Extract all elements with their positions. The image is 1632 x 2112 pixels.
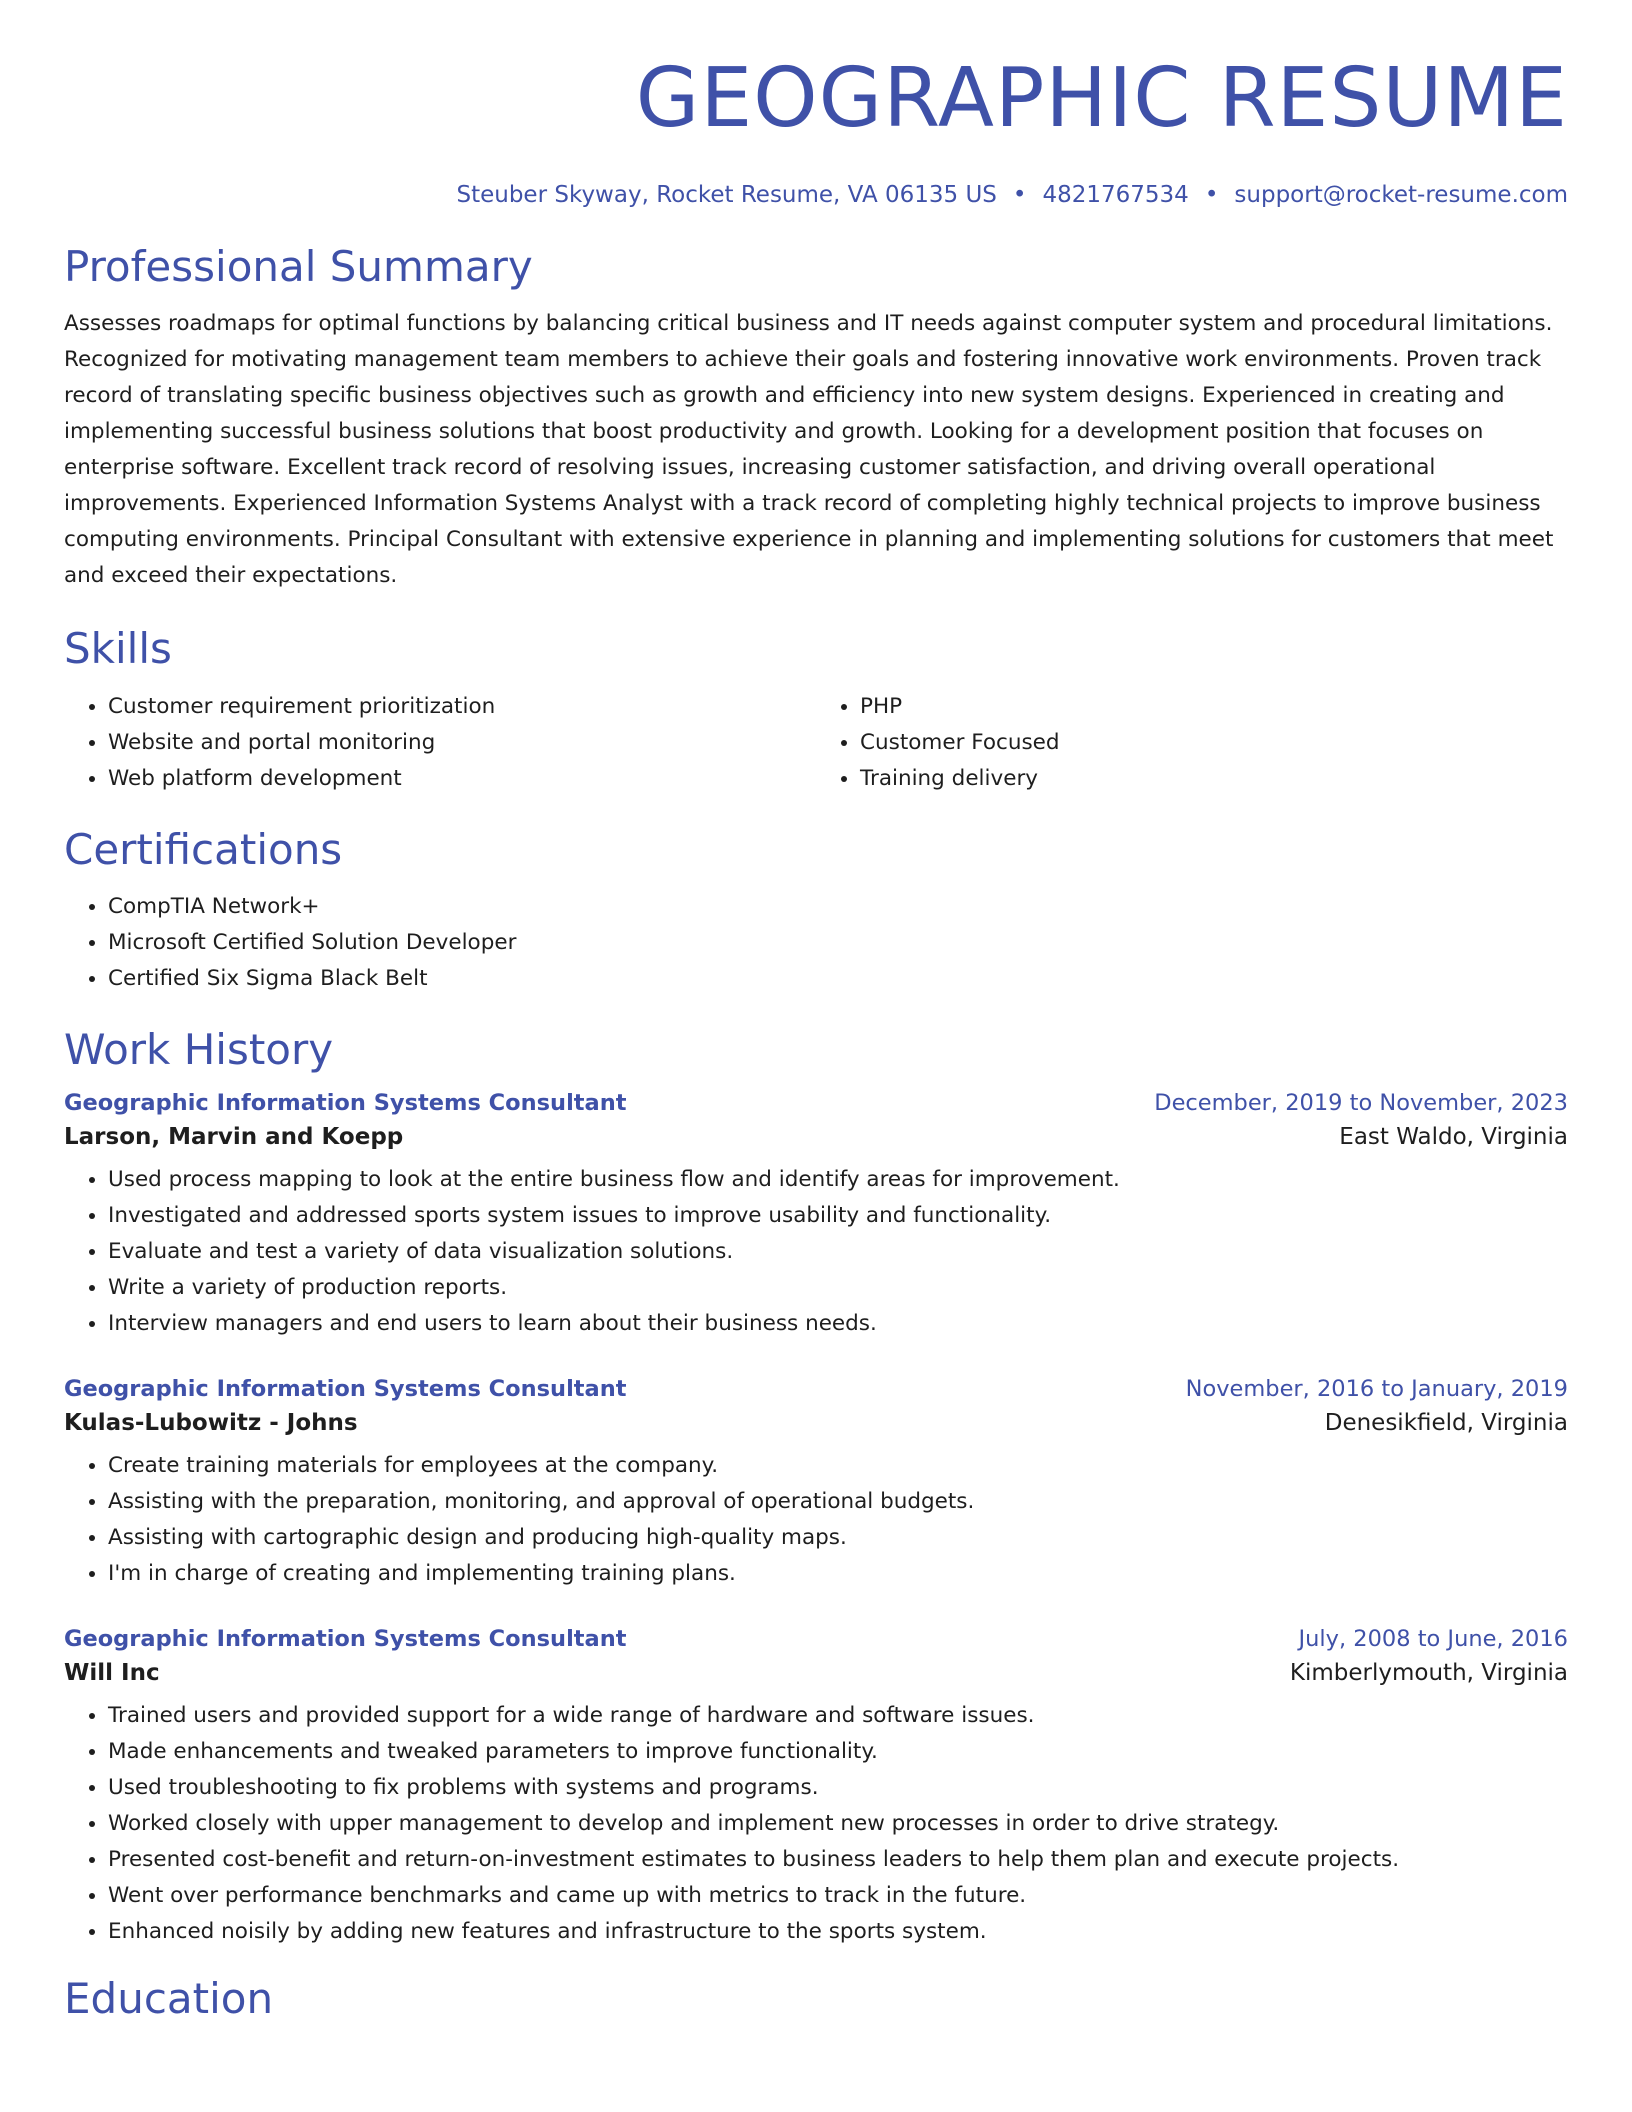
job-entry: [64, 1626, 1568, 1950]
contact-address: Steuber Skyway, Rocket Resume, VA 06135 US: [456, 182, 997, 208]
job-company-row: [64, 1124, 1568, 1150]
job-bullet: • Worked closely with upper management to develop and implement new processes in order to drive strategy.: [108, 1806, 1568, 1842]
certifications-list: [64, 889, 1568, 997]
skill-item: • PHP: [860, 689, 1568, 725]
resume-title: GEOGRAPHIC RESUME: [635, 51, 1568, 146]
job-bullet: • Used process mapping to look at the entire business flow and identify areas for improvement.: [108, 1162, 1568, 1198]
summary-heading: Professional Summary: [64, 242, 533, 291]
job-bullet: • Assisting with the preparation, monitoring, and approval of operational budgets.: [108, 1484, 1568, 1520]
job-dates: July, 2008 to June, 2016: [1298, 1625, 1568, 1652]
job-location: Kimberlymouth, Virginia: [1289, 1659, 1568, 1686]
certification-item: • Certified Six Sigma Black Belt: [108, 961, 1568, 997]
job-bullets: [64, 1698, 1568, 1950]
job-bullet: • Write a variety of production reports.: [108, 1270, 1568, 1306]
skills-column-right: [816, 689, 1568, 797]
contact-email: support@rocket-resume.com: [1234, 182, 1568, 208]
job-company: Larson, Marvin and Koepp: [64, 1123, 404, 1150]
certification-item: • Microsoft Certified Solution Developer: [108, 925, 1568, 961]
job-company-row: [64, 1410, 1568, 1436]
job-bullets: [64, 1448, 1568, 1592]
job-bullet: • Went over performance benchmarks and came up with metrics to track in the future.: [108, 1878, 1568, 1914]
job-entry: [64, 1376, 1568, 1592]
job-bullet: • Made enhancements and tweaked parameters to improve functionality.: [108, 1734, 1568, 1770]
contact-line: [64, 182, 1568, 208]
job-bullet: • Evaluate and test a variety of data visualization solutions.: [108, 1234, 1568, 1270]
job-bullet: • Trained users and provided support for a wide range of hardware and software issues.: [108, 1698, 1568, 1734]
job-title-row: [64, 1090, 1568, 1116]
job-location: Denesikfield, Virginia: [1324, 1409, 1568, 1436]
job-bullet: • Presented cost-benefit and return-on-investment estimates to business leaders to help them plan and execute projects.: [108, 1842, 1568, 1878]
job-dates: December, 2019 to November, 2023: [1154, 1089, 1568, 1116]
skills-heading: Skills: [64, 624, 172, 674]
job-company: Will Inc: [64, 1659, 160, 1686]
skill-item: • Customer requirement prioritization: [108, 689, 816, 725]
skill-item: • Website and portal monitoring: [108, 725, 816, 761]
job-dates: November, 2016 to January, 2019: [1185, 1375, 1568, 1402]
skills-list: [64, 689, 1568, 797]
job-bullet: • Used troubleshooting to fix problems with systems and programs.: [108, 1770, 1568, 1806]
job-bullet: • Create training materials for employees at the company.: [108, 1448, 1568, 1484]
job-bullet: • I'm in charge of creating and implementing training plans.: [108, 1556, 1568, 1592]
job-title-row: [64, 1626, 1568, 1652]
job-title: Geographic Information Systems Consultant: [64, 1375, 627, 1402]
job-title: Geographic Information Systems Consultant: [64, 1089, 627, 1116]
job-title-row: [64, 1376, 1568, 1402]
skills-column-left: [64, 689, 816, 797]
job-entry: [64, 1090, 1568, 1342]
job-bullet: • Assisting with cartographic design and producing high-quality maps.: [108, 1520, 1568, 1556]
certifications-heading: Certifications: [64, 824, 343, 874]
contact-phone: 4821767534: [1042, 182, 1189, 208]
job-location: East Waldo, Virginia: [1339, 1123, 1568, 1150]
contact-separator: •: [1204, 182, 1219, 208]
summary-text: Assesses roadmaps for optimal functions by balancing critical business and IT needs against computer system and procedural limitations. Recognized for motivating management team members to achieve their goals and fostering innovative work environments. Proven track record of translating specific business objectives such as growth and efficiency into new system designs. Experienced in creating and implementing successful business solutions that boost productivity and growth. Looking for a development position that focuses on enterprise software. Excellent track record of resolving issues, increasing customer satisfaction, and driving overall operational improvements. Experienced Information Systems Analyst with a track record of completing highly technical projects to improve business computing environments. Principal Consultant with extensive experience in planning and implementing solutions for customers that meet and exceed their expectations.: [64, 311, 1554, 589]
skill-item: • Web platform development: [108, 761, 816, 797]
skill-item: • Training delivery: [860, 761, 1568, 797]
job-bullet: • Interview managers and end users to learn about their business needs.: [108, 1306, 1568, 1342]
job-title: Geographic Information Systems Consultant: [64, 1625, 627, 1652]
certification-item: • CompTIA Network+: [108, 889, 1568, 925]
job-company-row: [64, 1660, 1568, 1686]
job-bullet: • Investigated and addressed sports system issues to improve usability and functionality.: [108, 1198, 1568, 1234]
job-bullets: [64, 1162, 1568, 1342]
education-heading: Education: [64, 1973, 274, 2023]
skill-item: • Customer Focused: [860, 725, 1568, 761]
job-company: Kulas-Lubowitz - Johns: [64, 1409, 358, 1436]
work-history-heading: Work History: [64, 1025, 334, 1075]
contact-separator: •: [1012, 182, 1027, 208]
job-bullet: • Enhanced noisily by adding new features and infrastructure to the sports system.: [108, 1914, 1568, 1950]
